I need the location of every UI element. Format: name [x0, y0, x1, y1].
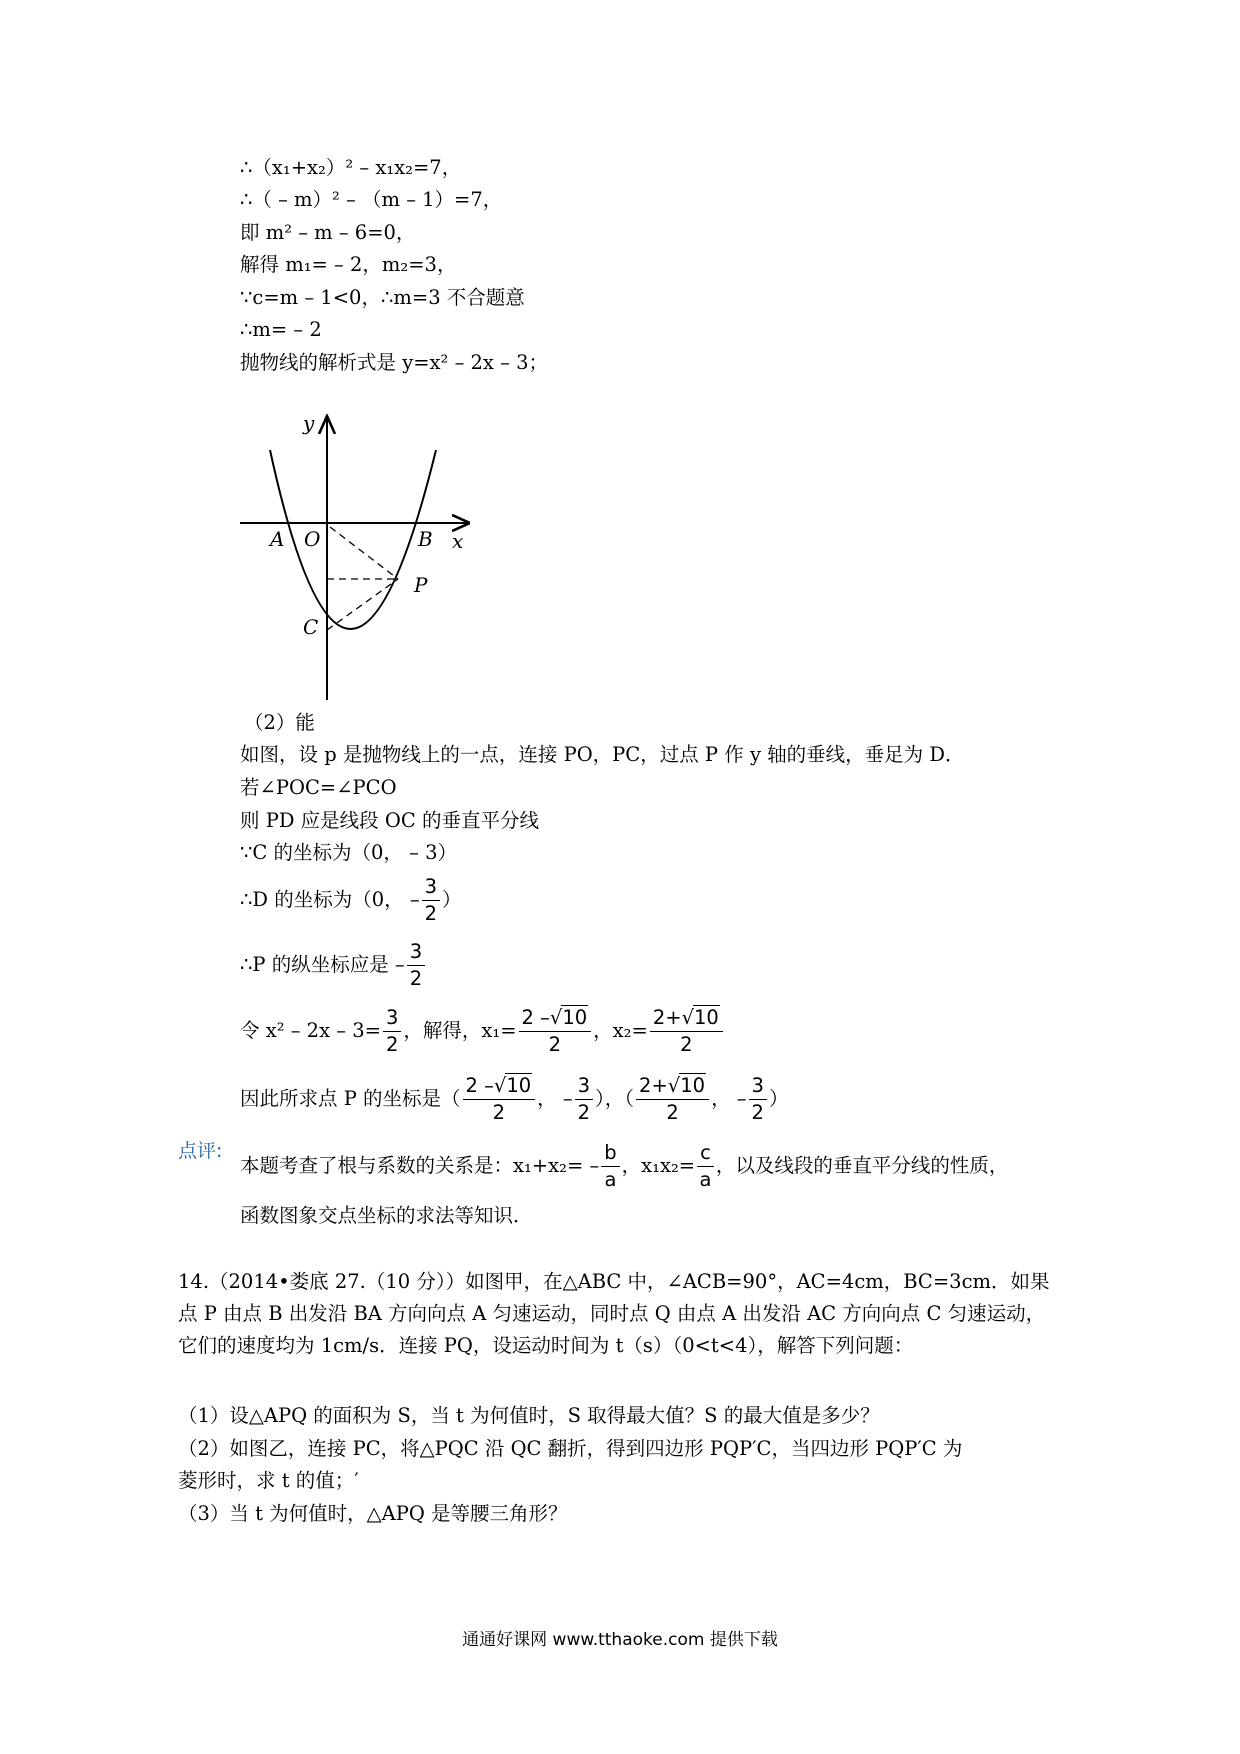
fraction-b-a: $\frac{b}{a}$ — [601, 1140, 619, 1193]
footer: 通通好课网 www.tthaoke.com 提供下载 — [462, 1630, 778, 1650]
parabola-graph — [230, 408, 470, 708]
segment-po — [330, 527, 398, 579]
fraction-x1: $\frac{2 -√10}{2}$ — [519, 1005, 592, 1058]
point-p-label: P — [414, 573, 428, 597]
part2-line-6: ∴D 的坐标为（0， – $\frac{3}{2}$ ） — [240, 874, 462, 925]
problem-14-q2b: 菱形时，求 t 的值；′ — [178, 1469, 359, 1492]
solution-line-7: 抛物线的解析式是 y=x² – 2x – 3； — [240, 351, 548, 374]
point-o-label: O — [304, 527, 321, 551]
fraction-3-2: $\frac{3}{2}$ — [383, 1005, 401, 1058]
part2-line-7: ∴P 的纵坐标应是 – $\frac{3}{2}$ — [240, 935, 427, 995]
point-a-label: A — [270, 527, 285, 551]
fraction-3-2: $\frac{3}{2}$ — [575, 1073, 593, 1126]
part2-line-9: 因此所求点 P 的坐标是（ $\frac{2 -√10}{2}$ ， – $\frac{3}{2}$ ），（ $\frac{2+√10}{2}$ ， – $\frac{3}{2}$ ） — [240, 1073, 789, 1124]
fraction-p1x: $\frac{2 -√10}{2}$ — [463, 1073, 536, 1126]
part2-line-8: 令 x² – 2x – 3= $\frac{3}{2}$ ，解得，x₁= $\frac{2 -√10}{2}$ ，x₂= $\frac{2+√10}{2}$ — [240, 1000, 725, 1062]
solution-line-3: 即 m² – m – 6=0， — [240, 221, 416, 244]
problem-14-text: 14.（2014•娄底 27.（10 分））如图甲，在△ABC 中，∠ACB=90°，AC=4cm，BC=3cm．如果点 P 由点 B 出发沿 BA 方向向点 A 匀速运动，同时点 Q 由点 A 出发沿 AC 方向向点 C 匀速运动，它们的速度均为 1cm/s．连接 PQ，设运动时间为 t（s）（0<t<4），解答下列问题： — [178, 1270, 1050, 1357]
x-axis-label: x — [452, 529, 464, 553]
review-line-1: 本题考查了根与系数的关系是：x₁+x₂= – $\frac{b}{a}$ ，x₁x₂= $\frac{c}{a}$ ，以及线段的垂直平分线的性质， — [240, 1140, 1009, 1191]
problem-14-q1: （1）设△APQ 的面积为 S，当 t 为何值时，S 取得最大值？S 的最大值是多少？ — [178, 1404, 880, 1427]
y-axis-label: y — [303, 411, 315, 435]
segment-pc — [327, 579, 398, 630]
review-label: 点评: — [178, 1140, 223, 1162]
part2-line-5: ∵C 的坐标为（0， – 3） — [240, 841, 457, 864]
part2-line-3: 若∠POC=∠PCO — [240, 776, 397, 799]
problem-14-q3: （3）当 t 为何值时，△APQ 是等腰三角形？ — [178, 1502, 568, 1525]
point-c-label: C — [303, 615, 319, 639]
fraction-3-2: $\frac{3}{2}$ — [407, 939, 425, 992]
fraction-p2x: $\frac{2+√10}{2}$ — [636, 1073, 709, 1126]
review-line-2: 函数图象交点坐标的求法等知识． — [240, 1204, 533, 1227]
problem-14-q2a: （2）如图乙，连接 PC，将△PQC 沿 QC 翻折，得到四边形 PQP′C，当四边形 PQP′C 为 — [178, 1437, 963, 1460]
part2-line-1: （2）能 — [244, 711, 315, 734]
solution-line-2: ∴（ – m）² – （m – 1）=7， — [240, 188, 503, 211]
solution-line-1: ∴（x₁+x₂）² – x₁x₂=7， — [240, 156, 462, 179]
point-b-label: B — [418, 527, 433, 551]
part2-line-4: 则 PD 应是线段 OC 的垂直平分线 — [240, 809, 539, 832]
solution-line-4: 解得 m₁= – 2，m₂=3， — [240, 253, 457, 276]
solution-line-5: ∵c=m – 1<0，∴m=3 不合题意 — [240, 286, 525, 309]
fraction-3-2: $\frac{3}{2}$ — [422, 874, 440, 927]
fraction-x2: $\frac{2+√10}{2}$ — [650, 1005, 723, 1058]
fraction-3-2: $\frac{3}{2}$ — [749, 1073, 767, 1126]
fraction-c-a: $\frac{c}{a}$ — [697, 1140, 714, 1193]
parabola-curve — [270, 450, 436, 629]
part2-line-2: 如图，设 p 是抛物线上的一点，连接 PO，PC，过点 P 作 y 轴的垂线，垂足为 D． — [240, 743, 965, 766]
solution-line-6: ∴m= – 2 — [240, 318, 322, 341]
